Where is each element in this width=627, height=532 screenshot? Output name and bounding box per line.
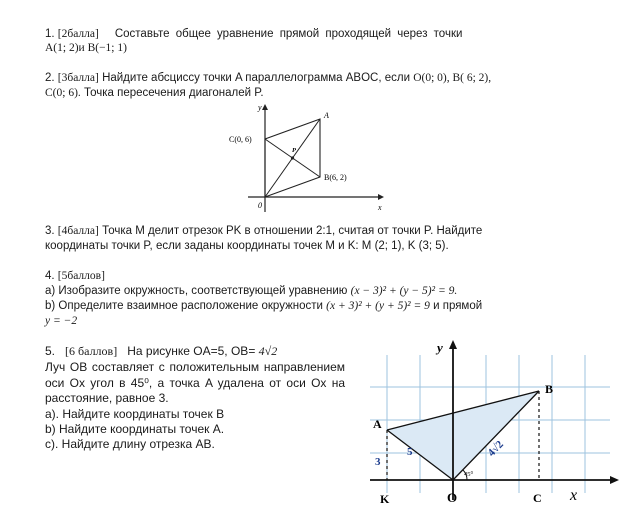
task2-coords: O(0; 0), B( 6; 2), <box>413 72 492 84</box>
y-axis-label: y <box>437 340 443 355</box>
task3-header <box>45 224 482 239</box>
task1-points: [2балла] <box>57 28 99 40</box>
task5-points: [6 баллов] <box>65 344 118 358</box>
task3-points: [4балла] <box>57 225 99 237</box>
label-angle: 45⁰ <box>464 471 474 478</box>
triangle-fill <box>387 391 539 480</box>
task1-header <box>45 27 462 42</box>
task5-question-c: c). Найдите длину отрезка AB. <box>45 437 215 451</box>
task2-text-b: Точка пересечения диагоналей P. <box>83 87 264 99</box>
label-p: P <box>292 147 296 154</box>
label-side-ob: 4√2 <box>485 438 506 460</box>
y-axis-arrow <box>262 104 268 110</box>
task5-question-b: b) Найдите координаты точек A. <box>45 422 225 436</box>
y-axis-arrow <box>449 340 457 349</box>
label-k: K <box>380 492 390 506</box>
task4-a-text: a) Изобразите окружность, соответствующей уравнению <box>45 285 348 297</box>
task5-text1: На рисунке OA=5, OB= <box>127 344 256 358</box>
task4-b-tail: и прямой <box>433 300 483 312</box>
task3-number: 3. <box>45 225 55 237</box>
task4-a-equation: (x − 3)² + (y − 5)² = 9. <box>350 285 458 297</box>
task2-number: 2. <box>45 72 55 84</box>
x-axis-arrow <box>610 476 619 484</box>
task2-line2 <box>45 86 264 101</box>
task4-b-text: b) Определите взаимное расположение окружности <box>45 300 323 312</box>
task4-part-b <box>45 299 482 314</box>
label-b: B(6, 2) <box>324 173 347 182</box>
task4-b-equation: (x + 3)² + (y + 5)² = 9 <box>326 300 430 312</box>
task4-line-equation: y = −2 <box>45 315 78 327</box>
label-a: A <box>324 111 329 120</box>
task1-number: 1. <box>45 28 55 40</box>
task4-part-a <box>45 284 457 299</box>
task1-text: Составьте общее уравнение прямой проходящей через точки <box>114 28 463 40</box>
y-axis-label: y <box>258 103 262 112</box>
task5-number: 5. <box>45 344 56 358</box>
task5-description: Луч OB составляет с положительным направлением оси Ox угол в 45⁰, а точка A удалена от оси Ox на расстояние, равное 3. <box>45 360 345 405</box>
x-axis-arrow <box>378 194 384 200</box>
task3-text: Точка M делит отрезок PK в отношении 2:1, считая от точки P. Найдите <box>102 225 483 237</box>
label-o: O <box>447 490 458 505</box>
label-b: B <box>545 382 554 396</box>
triangle-figure <box>340 335 627 515</box>
parallelogram-figure <box>220 102 390 217</box>
task3-line2: координаты точки P, если заданы координаты точек M и K: M (2; 1), K (3; 5). <box>45 240 449 252</box>
task5-header <box>45 344 277 359</box>
x-axis-label: x <box>570 487 578 504</box>
task4-number: 4. <box>45 270 55 282</box>
task5-question-a: a). Найдите координаты точек B <box>45 407 225 421</box>
task5-ob-value: 4√2 <box>258 344 278 358</box>
label-a: A <box>373 417 382 431</box>
task4-points: [5баллов] <box>57 270 105 282</box>
x-axis-label: x <box>378 203 382 212</box>
task2-text: Найдите абсциссу точки A параллелограмма ABOC, если <box>102 72 410 84</box>
task1-points-line: A(1; 2)и B(−1; 1) <box>45 42 127 54</box>
label-o: 0 <box>258 201 262 210</box>
label-three: 3 <box>375 456 381 468</box>
label-c: C <box>533 491 542 505</box>
task2-points: [3балла] <box>57 72 99 84</box>
task4-header <box>45 269 105 284</box>
task2-coord-c: C(0; 6). <box>45 87 81 99</box>
point-p <box>291 156 294 159</box>
task2-header <box>45 71 491 86</box>
label-five: 5 <box>407 446 413 458</box>
label-c: C(0, 6) <box>229 135 252 144</box>
